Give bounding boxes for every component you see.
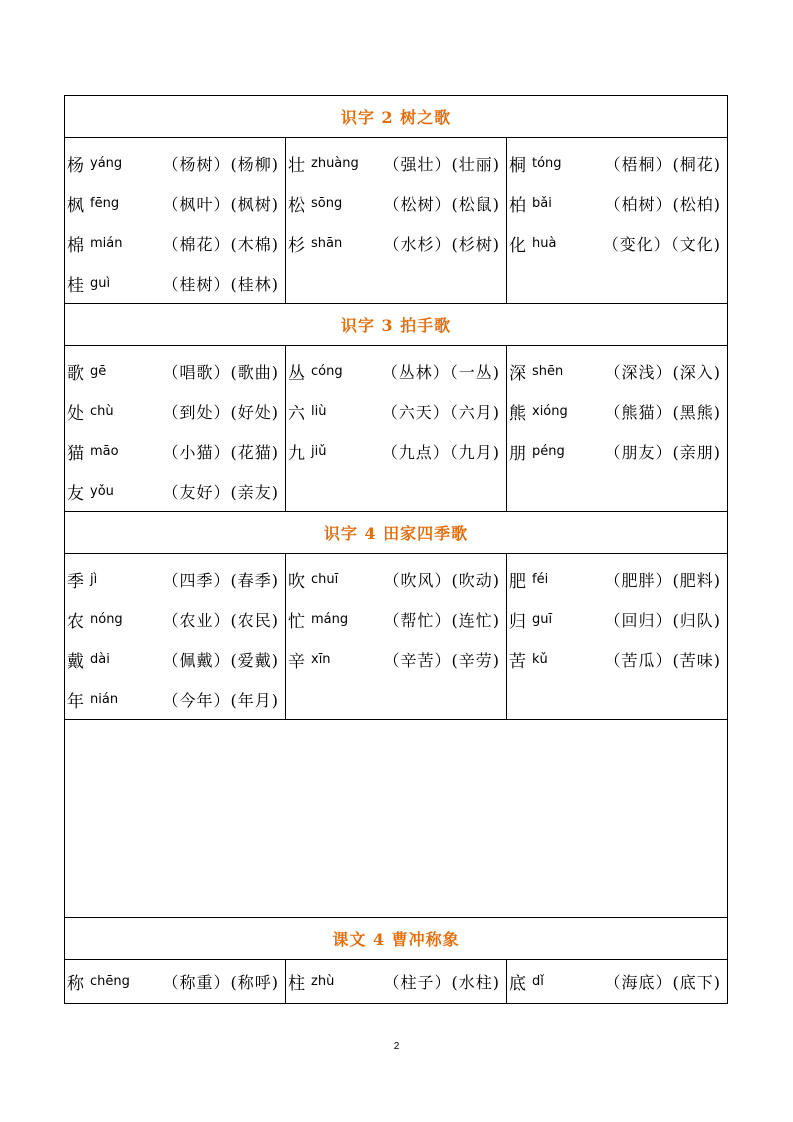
- example-words: （小猫）(花猫): [162, 442, 279, 462]
- character: 棉: [67, 235, 84, 256]
- character: 苦: [509, 651, 526, 672]
- section-column: [285, 346, 506, 511]
- example-words: （熊猫）(黑熊): [604, 402, 721, 422]
- character-entry: [286, 559, 506, 599]
- character-entry: [286, 639, 506, 679]
- character: 友: [67, 483, 84, 504]
- character-entry: [65, 599, 285, 639]
- example-words: （松树）(松鼠): [383, 194, 500, 214]
- example-words: （柏树）(松柏): [604, 194, 721, 214]
- pinyin: guī: [532, 611, 553, 627]
- example-words: （回归）(归队): [604, 610, 721, 630]
- character: 丛: [288, 363, 305, 384]
- section-grid: [65, 960, 727, 1003]
- pinyin: féi: [532, 571, 549, 587]
- character: 柱: [288, 974, 305, 994]
- section-title: 识字 2 树之歌: [340, 108, 452, 127]
- pinyin: yáng: [90, 155, 123, 171]
- pinyin: jì: [90, 571, 98, 587]
- character-entry: [507, 639, 727, 679]
- pinyin: péng: [532, 443, 565, 459]
- pinyin: chù: [90, 403, 114, 419]
- character-entry: [286, 183, 506, 223]
- pinyin: guì: [90, 275, 111, 291]
- example-words: （吹风）(吹动): [383, 570, 500, 590]
- example-words: （强壮）(壮丽): [383, 154, 500, 174]
- pinyin: xīn: [311, 651, 331, 667]
- pinyin: yǒu: [90, 483, 114, 499]
- pinyin: mián: [90, 235, 123, 251]
- example-words: （桂树）(桂林): [162, 274, 279, 294]
- example-words: （四季）(春季): [162, 570, 279, 590]
- pinyin: māo: [90, 443, 119, 459]
- pinyin: xióng: [532, 403, 568, 419]
- character: 忙: [288, 611, 305, 632]
- pinyin: zhù: [311, 974, 335, 989]
- character: 处: [67, 403, 84, 424]
- character: 肥: [509, 571, 526, 592]
- pinyin: shēn: [532, 363, 564, 379]
- character: 称: [67, 974, 84, 994]
- character-entry: [286, 391, 506, 431]
- character-entry: [65, 183, 285, 223]
- pinyin: jiǔ: [311, 443, 327, 459]
- example-words: （梧桐）(桐花): [604, 154, 721, 174]
- example-words: （棉花）(木棉): [162, 234, 279, 254]
- character-entry: [65, 431, 285, 471]
- character-entry: [507, 223, 727, 263]
- section-column: [65, 346, 285, 511]
- character-entry: [65, 391, 285, 431]
- section-title-row: [65, 918, 727, 960]
- example-words: （到处）(好处): [162, 402, 279, 422]
- section-column: [65, 960, 285, 1003]
- character: 熊: [509, 403, 526, 424]
- character-entry: [286, 599, 506, 639]
- example-words: （朋友）(亲朋): [604, 442, 721, 462]
- character: 朋: [509, 443, 526, 464]
- character: 枫: [67, 195, 84, 216]
- section-grid: [65, 138, 727, 304]
- blank-space: [65, 720, 727, 918]
- character: 松: [288, 195, 305, 216]
- character: 桂: [67, 275, 84, 296]
- character-entry: [65, 471, 285, 511]
- character: 戴: [67, 651, 84, 672]
- section-column: [285, 554, 506, 719]
- pinyin: liù: [311, 403, 327, 419]
- page-number: 2: [393, 1041, 400, 1052]
- character-entry: [65, 263, 285, 303]
- character-entry: [507, 183, 727, 223]
- example-words: （今年）(年月): [162, 690, 279, 710]
- character-entry: [507, 351, 727, 391]
- character-entry: [507, 599, 727, 639]
- example-words: （杨树）(杨柳): [162, 154, 279, 174]
- example-words: （称重）(称呼): [162, 973, 279, 992]
- pinyin: dǐ: [532, 974, 544, 989]
- character: 六: [288, 403, 305, 424]
- example-words: （佩戴）(爱戴): [162, 650, 279, 670]
- example-words: （变化）（文化): [602, 234, 721, 254]
- pinyin: zhuàng: [311, 155, 359, 171]
- character-entry: [507, 559, 727, 599]
- character: 农: [67, 611, 84, 632]
- example-words: （深浅）(深入): [604, 362, 721, 382]
- section-column: [65, 138, 285, 303]
- section-column: [506, 138, 727, 303]
- section-title: 课文 4 曹冲称象: [332, 930, 460, 949]
- example-words: （肥胖）(肥料): [604, 570, 721, 590]
- section-column: [65, 554, 285, 719]
- character-entry: [507, 391, 727, 431]
- pinyin: chēng: [90, 974, 130, 989]
- section-grid: [65, 554, 727, 720]
- character: 深: [509, 363, 526, 384]
- character-entry: [286, 960, 506, 1003]
- character: 九: [288, 443, 305, 464]
- pinyin: nián: [90, 691, 119, 707]
- character: 壮: [288, 155, 305, 176]
- example-words: （枫叶）(枫树): [162, 194, 279, 214]
- pinyin: shān: [311, 235, 343, 251]
- character-entry: [65, 679, 285, 719]
- character: 季: [67, 571, 84, 592]
- pinyin: dài: [90, 651, 110, 667]
- section-title-row: [65, 304, 727, 346]
- example-words: （柱子）(水柱): [383, 973, 500, 992]
- example-words: （辛苦）(辛劳): [383, 650, 500, 670]
- pinyin: huà: [532, 235, 557, 251]
- character-entry: [507, 143, 727, 183]
- example-words: （丛林）（一丛): [381, 362, 500, 382]
- example-words: （友好）(亲友): [162, 482, 279, 502]
- pinyin: chuī: [311, 571, 339, 587]
- section-column: [285, 138, 506, 303]
- example-words: （唱歌）(歌曲): [162, 362, 279, 382]
- character-entry: [286, 431, 506, 471]
- character-entry: [507, 431, 727, 471]
- character-entry: [286, 223, 506, 263]
- character-entry: [65, 639, 285, 679]
- character: 年: [67, 691, 84, 712]
- pinyin: máng: [311, 611, 349, 627]
- character-entry: [65, 143, 285, 183]
- example-words: （六天）（六月): [381, 402, 500, 422]
- character: 吹: [288, 571, 305, 592]
- pinyin: sōng: [311, 195, 343, 211]
- example-words: （九点）（九月): [381, 442, 500, 462]
- section-title: 识字 4 田家四季歌: [323, 524, 469, 543]
- pinyin: bǎi: [532, 195, 552, 211]
- character-entry: [65, 559, 285, 599]
- character: 桐: [509, 155, 526, 176]
- section-title: 识字 3 拍手歌: [340, 316, 452, 335]
- character-entry: [65, 351, 285, 391]
- character: 猫: [67, 443, 84, 464]
- section-column: [285, 960, 506, 1003]
- example-words: （水杉）(杉树): [383, 234, 500, 254]
- character: 化: [509, 235, 526, 256]
- pinyin: cóng: [311, 363, 343, 379]
- pinyin: nóng: [90, 611, 123, 627]
- example-words: （帮忙）(连忙): [383, 610, 500, 630]
- section-column: [506, 554, 727, 719]
- section-title-row: [65, 512, 727, 554]
- character-entry: [65, 223, 285, 263]
- character: 歌: [67, 363, 84, 384]
- vocabulary-table: [64, 95, 728, 1004]
- character: 杉: [288, 235, 305, 256]
- character: 辛: [288, 651, 305, 672]
- example-words: （农业）(农民): [162, 610, 279, 630]
- pinyin: kǔ: [532, 651, 548, 667]
- character-entry: [507, 960, 727, 1003]
- example-words: （苦瓜）(苦味): [604, 650, 721, 670]
- character-entry: [286, 351, 506, 391]
- pinyin: fēng: [90, 195, 120, 211]
- character-entry: [286, 143, 506, 183]
- character: 底: [509, 974, 526, 994]
- pinyin: gē: [90, 363, 107, 379]
- character-entry: [65, 960, 285, 1003]
- character: 柏: [509, 195, 526, 216]
- section-column: [506, 346, 727, 511]
- section-grid: [65, 346, 727, 512]
- pinyin: tóng: [532, 155, 562, 171]
- character: 杨: [67, 155, 84, 176]
- character: 归: [509, 611, 526, 632]
- example-words: （海底）(底下): [604, 973, 721, 992]
- section-title-row: [65, 96, 727, 138]
- section-column: [506, 960, 727, 1003]
